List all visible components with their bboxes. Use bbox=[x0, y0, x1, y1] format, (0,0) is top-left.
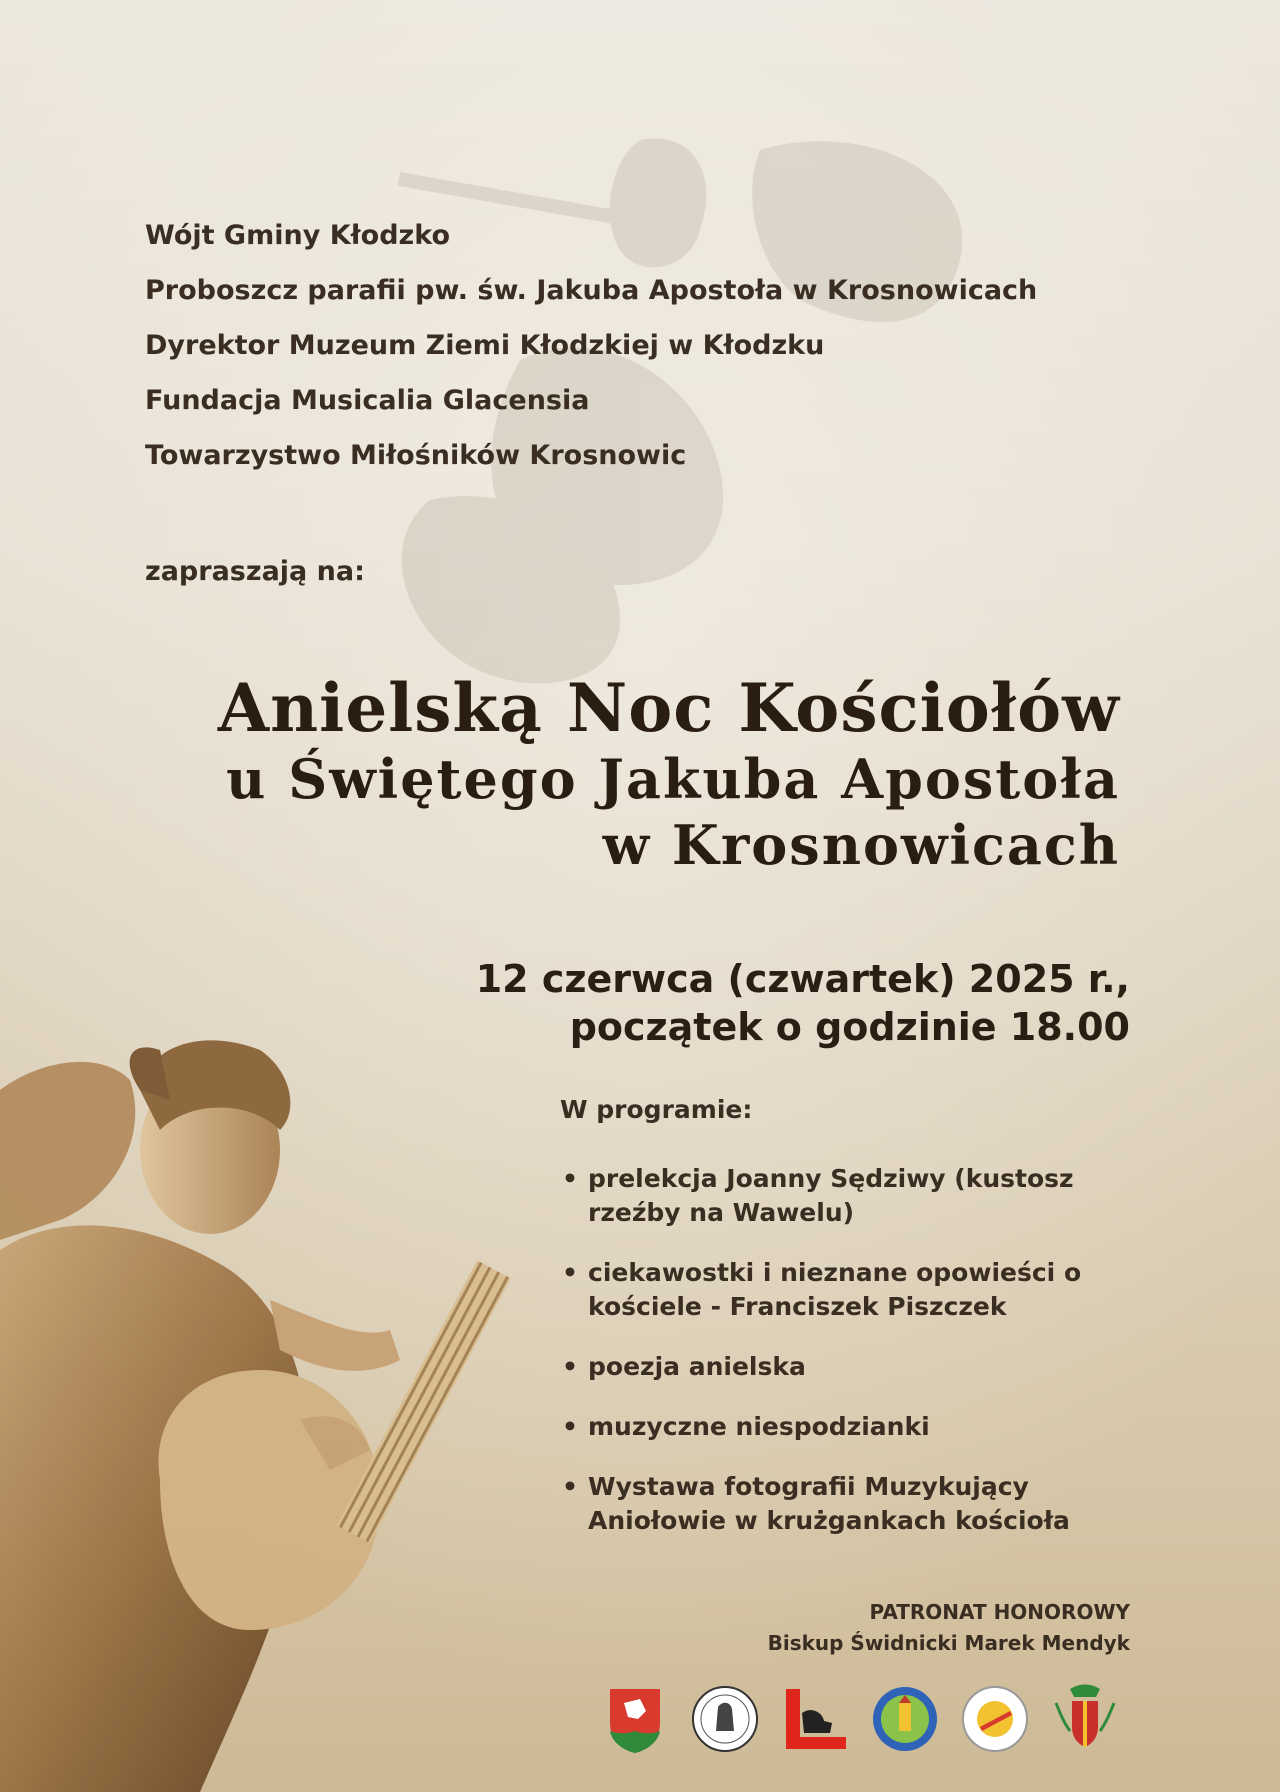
program-item: • Wystawa fotografii Muzykujący Aniołowie w krużgankach kościoła bbox=[562, 1472, 1070, 1535]
foundation-round-logo bbox=[960, 1683, 1030, 1755]
organizer: Wójt Gminy Kłodzko bbox=[145, 220, 451, 251]
program-item: • muzyczne niespodzianki bbox=[560, 1410, 1140, 1444]
partner-logos bbox=[600, 1683, 1140, 1763]
organizers-list bbox=[145, 220, 1037, 495]
krosnowice-round-logo bbox=[870, 1683, 940, 1755]
organizer: Fundacja Musicalia Glacensia bbox=[145, 385, 590, 416]
bishop-coat-of-arms-logo bbox=[1050, 1683, 1120, 1755]
event-title bbox=[218, 670, 1120, 878]
organizer: Towarzystwo Miłośników Krosnowic bbox=[145, 440, 687, 471]
program-item: • ciekawostki i nieznane opowieści o kościele - Franciszek Piszczek bbox=[562, 1258, 1082, 1321]
date-line: 12 czerwca (czwartek) 2025 r., bbox=[475, 957, 1130, 1001]
honorary-patronage bbox=[768, 1597, 1130, 1659]
bullet-icon: • bbox=[562, 1164, 578, 1193]
title-line-2: u Świętego Jakuba Apostoła bbox=[226, 747, 1120, 811]
program-item: • prelekcja Joanny Sędziwy (kustosz rzeźby na Wawelu) bbox=[562, 1164, 1074, 1227]
program-item: • poezja anielska bbox=[560, 1350, 1140, 1384]
l-letter-logo bbox=[780, 1683, 850, 1755]
patron-name: Biskup Świdnicki Marek Mendyk bbox=[767, 1631, 1130, 1655]
patron-label: PATRONAT HONOROWY bbox=[869, 1600, 1130, 1624]
bullet-icon: • bbox=[562, 1258, 578, 1287]
bullet-icon: • bbox=[562, 1412, 578, 1441]
organizer: Proboszcz parafii pw. św. Jakuba Apostoła w Krosnowicach bbox=[145, 275, 1038, 306]
title-line-1: Anielską Noc Kościołów bbox=[217, 669, 1120, 747]
bullet-icon: • bbox=[562, 1352, 578, 1381]
event-date bbox=[476, 955, 1130, 1051]
museum-seal-logo bbox=[690, 1683, 760, 1755]
time-line: początek o godzinie 18.00 bbox=[569, 1005, 1130, 1049]
program-heading: W programie: bbox=[560, 1095, 753, 1124]
program-section bbox=[560, 1095, 1140, 1564]
program-list bbox=[560, 1162, 1140, 1538]
bullet-icon: • bbox=[562, 1472, 578, 1501]
invite-text: zapraszają na: bbox=[145, 556, 365, 587]
title-line-3: w Krosnowicach bbox=[602, 813, 1120, 877]
coat-of-arms-logo bbox=[600, 1683, 670, 1755]
organizer: Dyrektor Muzeum Ziemi Kłodzkiej w Kłodzku bbox=[145, 330, 825, 361]
